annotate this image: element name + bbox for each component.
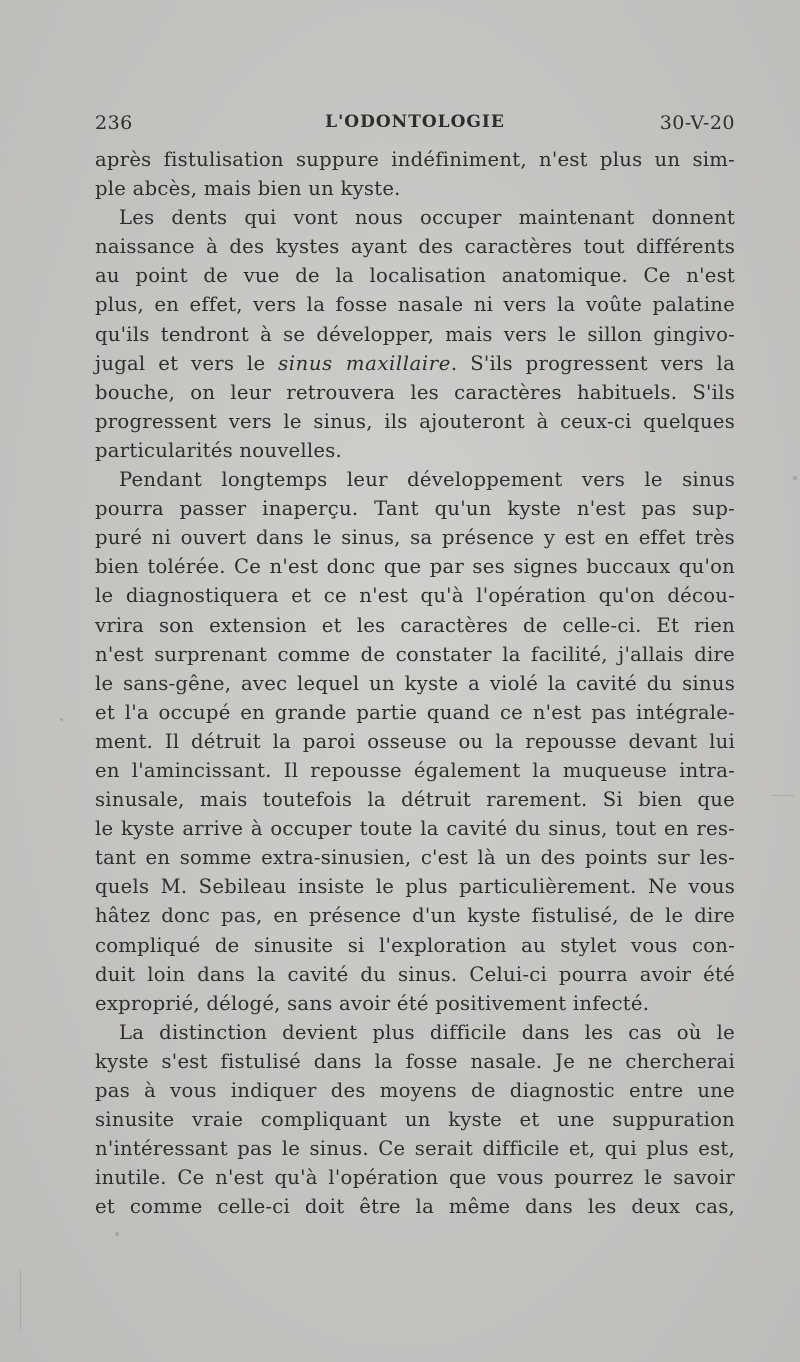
text-line: quels M. Sebileau insiste le plus particulièrement. Ne vous xyxy=(95,875,735,899)
text-line: duit loin dans la cavité du sinus. Celui-ci pourra avoir été xyxy=(95,962,735,986)
text-line: en l'amincissant. Il repousse également la muqueuse intra- xyxy=(95,758,735,782)
text-fragment: jugal et vers le xyxy=(95,351,279,375)
text-line: le sans-gêne, avec lequel un kyste a violé la cavité du sinus xyxy=(95,671,735,695)
text-line: particularités nouvelles. xyxy=(95,438,343,462)
paper-speck xyxy=(115,1232,119,1236)
text-line: progressent vers le sinus, ils ajouteront à ceux-ci quelques xyxy=(95,409,735,433)
text-line: n'intéressant pas le sinus. Ce serait difficile et, qui plus est, xyxy=(95,1137,735,1161)
text-line: bien tolérée. Ce n'est donc que par ses signes buccaux qu'on xyxy=(95,555,735,579)
text-line: au point de vue de la localisation anatomique. Ce n'est xyxy=(95,264,735,288)
text-line: ple abcès, mais bien un kyste. xyxy=(95,177,401,201)
text-line: pas à vous indiquer des moyens de diagnostic entre une xyxy=(95,1079,735,1102)
text-line: exproprié, délogé, sans avoir été positivement infecté. xyxy=(95,991,650,1015)
text-line: n'est surprenant comme de constater la facilité, j'allais dire xyxy=(95,642,735,666)
text-line-with-italic xyxy=(95,349,735,378)
paper-speck xyxy=(793,476,797,480)
text-line: plus, en effet, vers la fosse nasale ni vers la voûte palatine xyxy=(95,293,735,317)
text-line: hâtez donc pas, en présence d'un kyste fistulisé, de le dire xyxy=(95,904,735,928)
text-line: sinusite vraie compliquant un kyste et une suppuration xyxy=(95,1108,735,1132)
text-line: vrira son extension et les caractères de celle-ci. Et rien xyxy=(95,613,735,637)
text-line: pourra passer inaperçu. Tant qu'un kyste n'est pas sup- xyxy=(95,497,735,521)
text-line: kyste s'est fistulisé dans la fosse nasale. Je ne chercherai xyxy=(95,1049,735,1073)
text-line: La distinction devient plus difficile dans les cas où le xyxy=(119,1020,735,1044)
text-line: et l'a occupé en grande partie quand ce n'est pas intégrale- xyxy=(95,700,735,724)
text-line: tant en somme extra-sinusien, c'est là un des points sur les- xyxy=(95,846,735,870)
text-line: le kyste arrive à occuper toute la cavité du sinus, tout en res- xyxy=(95,817,735,841)
text-line: naissance à des kystes ayant des caractères tout différents xyxy=(95,235,735,259)
text-line: inutile. Ce n'est qu'à l'opération que vous pourrez le savoir xyxy=(95,1166,735,1190)
text-line: compliqué de sinusite si l'exploration au stylet vous con- xyxy=(95,933,735,957)
text-line: Les dents qui vont nous occuper maintenant donnent xyxy=(119,206,735,230)
page-number: 236 xyxy=(95,112,133,134)
text-line: Pendant longtemps leur développement vers le sinus xyxy=(119,468,735,492)
text-line: qu'ils tendront à se développer, mais vers le sillon gingivo- xyxy=(95,322,735,346)
running-title: L'ODONTOLOGIE xyxy=(325,112,505,132)
text-line: et comme celle-ci doit être la même dans les deux cas, xyxy=(95,1195,735,1219)
text-line: après fistulisation suppure indéfiniment, n'est plus un sim- xyxy=(95,148,735,171)
text-line: sinusale, mais toutefois la détruit rarement. Si bien que xyxy=(95,788,735,812)
body-text xyxy=(95,145,735,1221)
text-line: ment. Il détruit la paroi osseuse ou la repousse devant lui xyxy=(95,729,735,753)
text-line: bouche, on leur retrouvera les caractères habituels. S'ils xyxy=(95,380,735,404)
running-header xyxy=(95,112,735,142)
issue-date: 30-V-20 xyxy=(659,112,735,134)
scan-mark xyxy=(772,795,794,796)
text-line: le diagnostiquera et ce n'est qu'à l'opération qu'on décou- xyxy=(95,584,735,608)
italic-term: sinus maxillaire xyxy=(278,351,451,375)
scan-mark xyxy=(20,1270,21,1330)
paper-speck xyxy=(60,718,63,721)
text-fragment: . S'ils progressent vers la xyxy=(450,351,735,375)
text-line: puré ni ouvert dans le sinus, sa présence y est en effet très xyxy=(95,526,735,550)
